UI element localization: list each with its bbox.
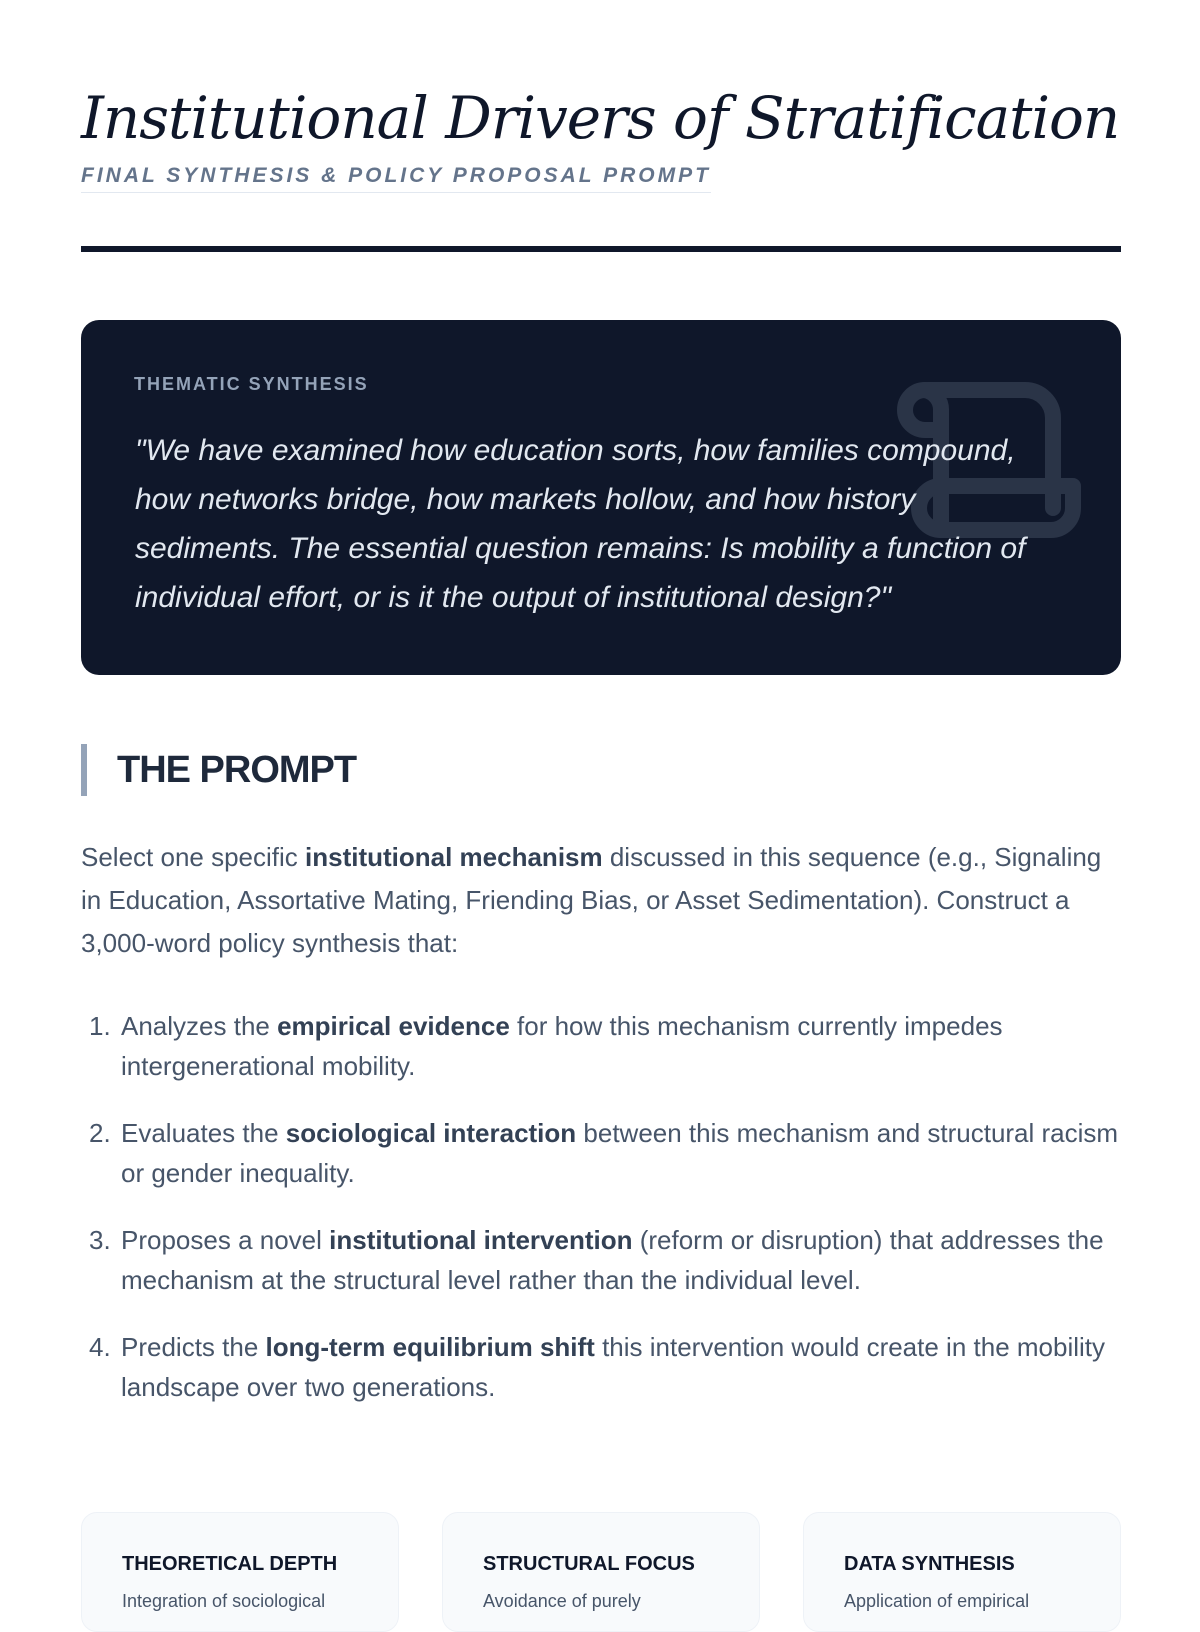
list-item [81,1327,1121,1407]
card-description: Avoidance of purely [483,1591,641,1611]
card-title: THEORETICAL DEPTH [122,1553,338,1575]
criteria-card-data-synthesis [803,1512,1121,1632]
step-text-before: Evaluates the [121,1118,286,1148]
criteria-cards [81,1512,1121,1632]
step-emphasis: institutional intervention [329,1225,633,1255]
prompt-steps-list [81,1006,1121,1434]
step-number: 2. [89,1118,111,1148]
list-item [81,1113,1121,1193]
intro-text-before: Select one specific [81,842,306,872]
step-emphasis: empirical evidence [277,1011,510,1041]
step-text-after: between this mechanism and structural racism or gender inequality. [121,1118,1119,1188]
page-subtitle: FINAL SYNTHESIS & POLICY PROPOSAL PROMPT [81,164,711,193]
step-text-before: Proposes a novel [121,1225,330,1255]
criteria-card-theoretical-depth [81,1512,399,1632]
step-text-after: (reform or disruption) that addresses the mechanism at the structural level rather than the individual level. [121,1225,1104,1295]
step-number: 4. [89,1332,111,1362]
step-emphasis: sociological interaction [285,1118,577,1148]
thematic-synthesis-panel [81,320,1121,675]
intro-emphasis: institutional mechanism [305,842,603,872]
synthesis-quote: "We have examined how education sorts, how families compound, how networks bridge, how markets hollow, and how history sediments. The essential question remains: Is mobility a function of individual effort, or is it the output of institutional design?" [135,434,1026,614]
header-divider [81,246,1121,252]
card-description: Application of empirical [844,1591,1030,1611]
criteria-card-structural-focus [442,1512,760,1632]
step-number: 1. [89,1011,111,1041]
card-title: DATA SYNTHESIS [844,1553,1015,1575]
list-item [81,1006,1121,1086]
step-text-before: Analyzes the [121,1011,278,1041]
page-title: Institutional Drivers of Stratification [81,84,1120,152]
prompt-heading: THE PROMPT [81,744,356,796]
step-text-after: this intervention would create in the mobility landscape over two generations. [121,1332,1106,1402]
synthesis-label: THEMATIC SYNTHESIS [134,374,369,394]
step-number: 3. [89,1225,111,1255]
card-title: STRUCTURAL FOCUS [483,1553,695,1575]
intro-text-after: discussed in this sequence (e.g., Signaling in Education, Assortative Mating, Friending Bias, or Asset Sedimentation). Construct a 3,000-word policy synthesis that: [81,842,1102,958]
step-text-before: Predicts the [121,1332,266,1362]
step-text-after: for how this mechanism currently impedes intergenerational mobility. [121,1011,1003,1081]
prompt-intro [81,836,1121,965]
list-item [81,1220,1121,1300]
step-emphasis: long-term equilibrium shift [265,1332,595,1362]
card-description: Integration of sociological [122,1591,326,1611]
